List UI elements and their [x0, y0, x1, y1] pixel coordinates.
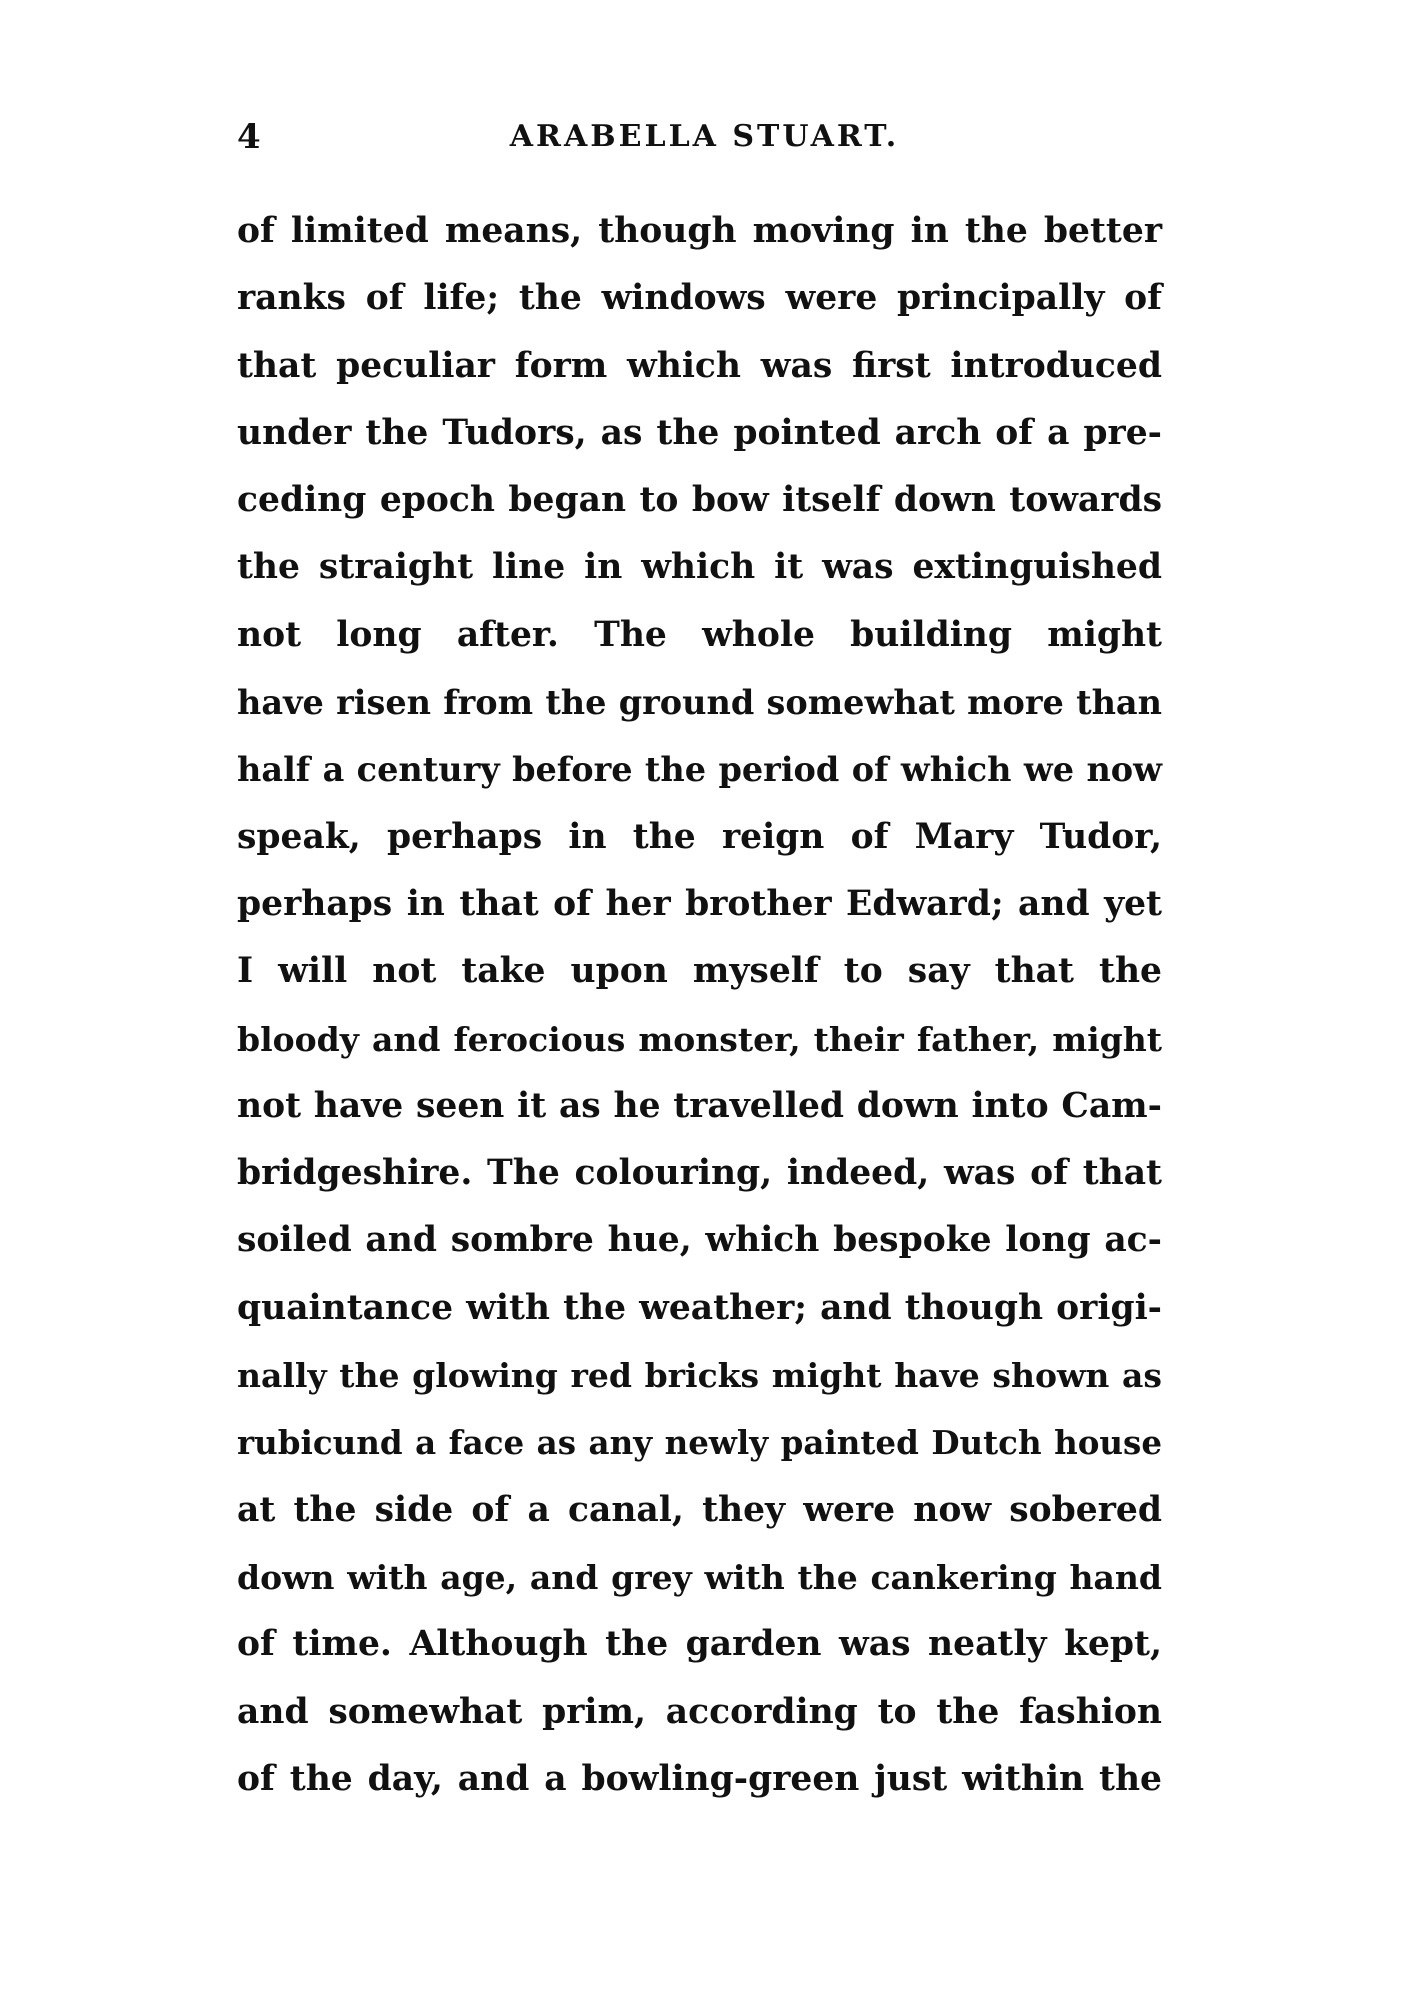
page-header	[237, 112, 1162, 162]
text-line: bridgeshire. The colouring, indeed, was of that	[237, 1153, 1162, 1194]
text-line: not long after. The whole building might	[237, 614, 1162, 655]
text-line: at the side of a canal, they were now sobered	[237, 1489, 1162, 1530]
text-line: I will not take upon myself to say that the	[237, 951, 1162, 992]
text-line: that peculiar form which was first introduced	[237, 345, 1162, 386]
running-title: ARABELLA STUART.	[509, 119, 900, 154]
text-line: ranks of life; the windows were principally of	[237, 278, 1162, 319]
text-line: not have seen it as he travelled down into Cam-	[237, 1085, 1162, 1126]
text-line: ceding epoch began to bow itself down towards	[237, 480, 1162, 521]
text-line: quaintance with the weather; and though origi-	[237, 1287, 1162, 1328]
text-line: perhaps in that of her brother Edward; and yet	[237, 883, 1162, 924]
text-line: and somewhat prim, according to the fashion	[237, 1691, 1162, 1732]
text-line: of the day, and a bowling-green just within the	[237, 1758, 1162, 1799]
text-line: half a century before the period of which we now	[237, 750, 1162, 790]
text-line: down with age, and grey with the cankering hand	[237, 1557, 1162, 1597]
text-line: nally the glowing red bricks might have shown as	[237, 1356, 1162, 1396]
text-line: soiled and sombre hue, which bespoke long ac-	[237, 1220, 1162, 1261]
text-line: the straight line in which it was extinguished	[237, 547, 1162, 588]
body-text	[237, 198, 1162, 1813]
text-line: rubicund a face as any newly painted Dutch house	[237, 1423, 1162, 1463]
text-line: bloody and ferocious monster, their father, might	[237, 1019, 1162, 1059]
text-line: under the Tudors, as the pointed arch of a pre-	[237, 412, 1162, 453]
text-line: speak, perhaps in the reign of Mary Tudor,	[237, 816, 1162, 857]
page-number: 4	[237, 117, 261, 157]
text-line: of time. Although the garden was neatly kept,	[237, 1624, 1162, 1665]
text-line: have risen from the ground somewhat more than	[237, 683, 1162, 723]
text-line: of limited means, though moving in the better	[237, 211, 1162, 251]
